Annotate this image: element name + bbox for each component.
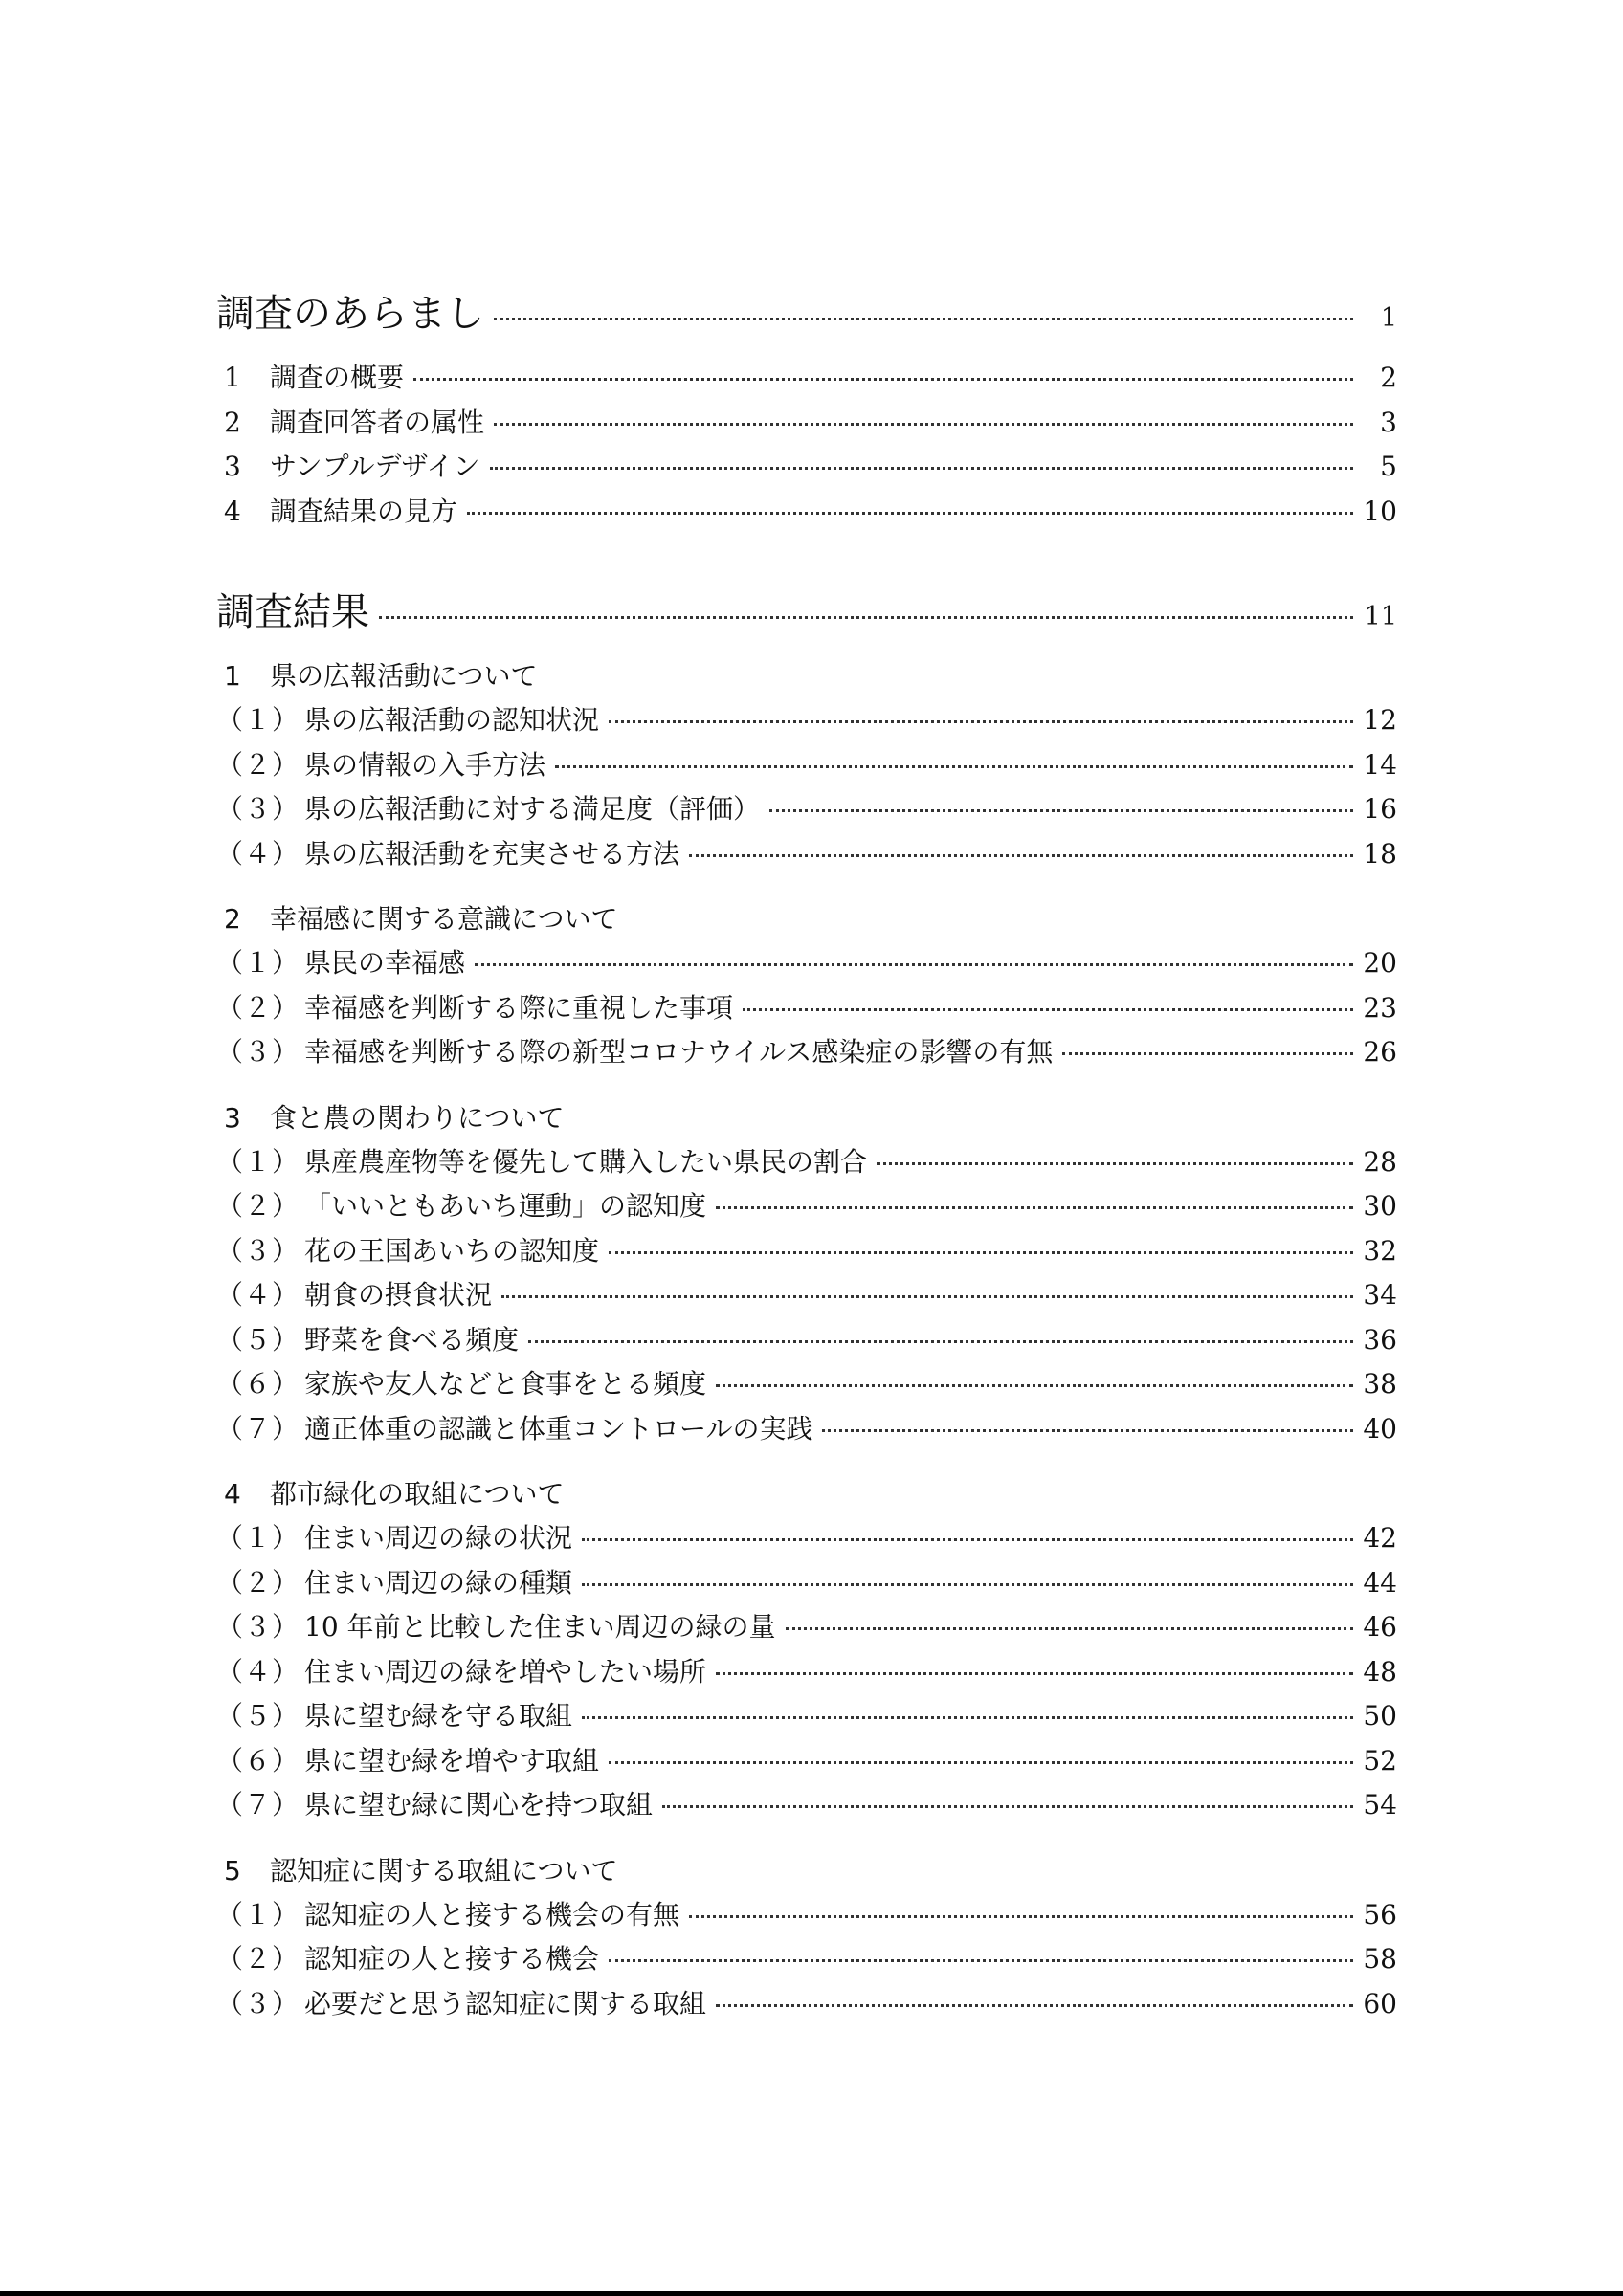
toc-subentry-text: 認知症の人と接する機会 [304,1943,600,1975]
toc-subentry-text: 県の広報活動に対する満足度（評価） [304,793,761,825]
toc-subentry[interactable] [216,1783,1397,1828]
toc-page-number: 42 [1363,1522,1397,1554]
toc-subentry-number: （３） [216,1987,300,2020]
toc-subentry-number: （６） [216,1368,300,1400]
toc-entry-number: 3 [224,451,241,482]
toc-subentry-label [216,787,760,832]
toc-subentry[interactable] [216,1273,1397,1318]
toc-subentry-number: （２） [216,1943,300,1975]
leader-dots [582,1583,1353,1586]
toc-section-results [216,578,1397,2026]
toc-subentry[interactable] [216,1516,1397,1561]
toc-entry[interactable] [216,401,1397,446]
toc-section-title-row[interactable] [216,578,1397,647]
toc-subentry-text: 県の広報活動の認知状況 [304,704,600,736]
toc-page-number: 60 [1363,1987,1397,2020]
toc-group-heading[interactable] [216,1849,1397,1893]
toc-subentry-number: （３） [216,793,300,825]
toc-group-title: 県の広報活動について [270,660,538,692]
toc-subentry-label [216,1516,572,1561]
leader-dots [716,1672,1353,1675]
toc-section-title: 調査のあらまし [216,292,484,336]
toc-subentry-label [216,1030,1053,1075]
toc-subentry[interactable] [216,1650,1397,1695]
table-of-contents [216,279,1397,2026]
toc-subentry-text: 県産農産物等を優先して購入したい県民の割合 [304,1145,868,1178]
toc-subentry-number: （２） [216,991,300,1024]
toc-subentry-text: 県に望む緑を増やす取組 [304,1744,600,1777]
toc-subentry-label [216,743,545,788]
toc-page-number: 40 [1363,1412,1397,1445]
leader-dots [743,1008,1353,1011]
leader-dots [501,1295,1353,1298]
leader-dots [716,1384,1353,1387]
toc-group-title: 食と農の関わりについて [270,1101,565,1134]
toc-page-number: 50 [1363,1700,1397,1732]
toc-page-number: 14 [1363,748,1397,781]
toc-subentry-text: 朝食の摂食状況 [304,1279,493,1311]
leader-dots [609,1251,1353,1254]
toc-subentry-text: 県民の幸福感 [304,947,466,979]
toc-subentry-text: 県の情報の入手方法 [304,748,546,781]
toc-subentry[interactable] [216,1694,1397,1739]
toc-subentry-text: 「いいともあいち運動」の認知度 [304,1190,707,1222]
toc-section-overview [216,279,1397,534]
toc-subentry-label [216,1694,572,1739]
toc-section-title: 調査結果 [216,590,369,634]
leader-dots [582,1716,1353,1719]
toc-subentry[interactable] [216,1318,1397,1363]
toc-subentry[interactable] [216,1140,1397,1185]
toc-subentry-label [216,1407,812,1452]
toc-group-title: 都市緑化の取組について [270,1478,565,1510]
toc-subentry-text: 住まい周辺の緑を増やしたい場所 [304,1655,707,1688]
toc-subentry-number: （３） [216,1036,300,1068]
toc-group-heading[interactable] [216,897,1397,941]
toc-page-number: 11 [1364,602,1397,631]
toc-subentry-number: （６） [216,1744,300,1777]
toc-subentry-number: （１） [216,1522,300,1554]
toc-subentry-text: 住まい周辺の緑の状況 [304,1522,573,1554]
toc-subentry[interactable] [216,1561,1397,1606]
toc-group-heading[interactable] [216,1096,1397,1140]
leader-dots [689,1915,1353,1918]
leader-dots [490,467,1353,470]
toc-group-number: 3 [224,1101,241,1134]
toc-subentry[interactable] [216,1937,1397,1982]
toc-page-number: 5 [1380,451,1397,482]
toc-subentry[interactable] [216,1739,1397,1784]
leader-dots [379,616,1353,619]
leader-dots [494,423,1353,426]
toc-page-number: 18 [1363,837,1397,870]
toc-subentry-text: 必要だと思う認知症に関する取組 [304,1987,707,2020]
toc-entry[interactable] [216,356,1397,401]
toc-subentry-label [216,1318,519,1363]
leader-dots [662,1805,1353,1808]
toc-subentry[interactable] [216,1229,1397,1274]
toc-subentry-label [216,941,465,986]
leader-dots [822,1429,1353,1432]
leader-dots [1062,1052,1353,1055]
toc-subentry[interactable] [216,1362,1397,1407]
toc-page-number: 48 [1363,1655,1397,1688]
toc-group-title: 幸福感に関する意識について [270,903,618,935]
leader-dots [467,512,1353,515]
leader-dots [475,963,1353,966]
leader-dots [555,765,1353,768]
toc-group-list [216,654,1397,2026]
toc-subentry-label [216,1229,599,1274]
toc-subentry-text: 適正体重の認識と体重コントロールの実践 [304,1412,813,1445]
toc-entry-label [216,356,404,401]
leader-dots [716,2004,1353,2007]
toc-page-number: 44 [1363,1566,1397,1599]
toc-page-number: 46 [1363,1611,1397,1643]
toc-group-heading[interactable] [216,1472,1397,1516]
toc-item-list [216,356,1397,534]
toc-page-number: 38 [1363,1368,1397,1400]
toc-subentry-number: （４） [216,1279,300,1311]
toc-subentry-text: 県に望む緑を守る取組 [304,1700,573,1732]
toc-subentry-label [216,1739,599,1784]
toc-subentry-label [216,1561,572,1606]
leader-dots [609,1959,1353,1962]
toc-subentry-label [216,1982,706,2027]
toc-subentry-number: （７） [216,1789,300,1821]
toc-page-number: 1 [1380,303,1397,333]
toc-group [216,1472,1397,1828]
toc-subentry[interactable] [216,787,1397,832]
toc-subentry-label [216,1362,706,1407]
toc-entry-text: 調査の概要 [270,362,405,393]
toc-group-number: 5 [224,1854,241,1887]
toc-subentry-text: 花の王国あいちの認知度 [304,1234,600,1267]
toc-subentry-number: （１） [216,704,300,736]
toc-subentry[interactable] [216,1605,1397,1650]
toc-subentry[interactable] [216,1407,1397,1452]
toc-entry-label [216,490,457,535]
toc-subentry-number: （１） [216,1145,300,1178]
leader-dots [786,1627,1353,1630]
toc-subentry-label [216,1783,653,1828]
toc-page-number: 12 [1363,704,1397,736]
toc-subentry-label [216,1184,706,1229]
toc-subentry[interactable] [216,1184,1397,1229]
toc-page-number: 26 [1363,1036,1397,1068]
toc-subentry-text: 野菜を食べる頻度 [304,1323,520,1356]
toc-subentry[interactable] [216,743,1397,788]
toc-subentry-label [216,1650,706,1695]
toc-section-title-row[interactable] [216,279,1397,348]
toc-entry-number: 1 [224,362,241,393]
toc-entry-label [216,445,480,490]
bottom-rule [0,2291,1623,2296]
leader-dots [689,854,1353,857]
toc-group-number: 1 [224,660,241,692]
toc-subentry[interactable] [216,941,1397,986]
toc-entry-number: 2 [224,406,241,438]
toc-page-number: 32 [1363,1234,1397,1267]
toc-page-number: 2 [1380,362,1397,393]
toc-subentry-text: 住まい周辺の緑の種類 [304,1566,573,1599]
toc-group [216,1096,1397,1452]
toc-subentry-text: 県の広報活動を充実させる方法 [304,837,680,870]
toc-page-number: 58 [1363,1943,1397,1975]
leader-dots [609,1761,1353,1764]
toc-group [216,897,1397,1075]
leader-dots [528,1340,1353,1343]
toc-subentry[interactable] [216,832,1397,877]
toc-subentry-number: （２） [216,748,300,781]
leader-dots [716,1206,1353,1209]
toc-subentry-number: （３） [216,1611,300,1643]
toc-subentry-label [216,1893,679,1938]
toc-subentry-text: 幸福感を判断する際に重視した事項 [304,991,734,1024]
toc-page-number: 34 [1363,1279,1397,1311]
toc-group-number: 4 [224,1478,241,1510]
leader-dots [877,1162,1353,1165]
toc-page-number: 56 [1363,1898,1397,1931]
toc-page-number: 10 [1363,495,1397,527]
toc-group-heading[interactable] [216,654,1397,698]
toc-page-number: 20 [1363,947,1397,979]
toc-subentry-number: （５） [216,1700,300,1732]
leader-dots [769,809,1353,812]
toc-page-number: 3 [1380,406,1397,438]
toc-subentry-text: 県に望む緑に関心を持つ取組 [304,1789,654,1821]
toc-subentry[interactable] [216,1893,1397,1938]
toc-entry[interactable] [216,490,1397,535]
toc-subentry-number: （１） [216,947,300,979]
toc-subentry-label [216,1937,599,1982]
toc-subentry-label [216,1140,867,1185]
toc-subentry[interactable] [216,1030,1397,1075]
toc-subentry-text: 10 年前と比較した住まい周辺の緑の量 [304,1611,776,1643]
toc-subentry[interactable] [216,1982,1397,2027]
toc-subentry-label [216,986,733,1031]
toc-subentry-text: 幸福感を判断する際の新型コロナウイルス感染症の影響の有無 [304,1036,1054,1068]
toc-entry-text: サンプルデザイン [270,451,480,482]
toc-page-number: 28 [1363,1145,1397,1178]
toc-subentry-number: （４） [216,1655,300,1688]
leader-dots [494,318,1353,320]
toc-subentry-number: （３） [216,1234,300,1267]
toc-subentry-label [216,832,679,877]
leader-dots [582,1538,1353,1541]
toc-subentry[interactable] [216,986,1397,1031]
toc-page-number: 30 [1363,1190,1397,1222]
toc-group-number: 2 [224,903,241,935]
toc-page-number: 23 [1363,991,1397,1024]
toc-subentry-number: （５） [216,1323,300,1356]
toc-subentry[interactable] [216,698,1397,743]
toc-subentry-label [216,1273,492,1318]
toc-page-number: 36 [1363,1323,1397,1356]
toc-subentry-number: （４） [216,837,300,870]
toc-page-number: 52 [1363,1744,1397,1777]
toc-page-number: 16 [1363,793,1397,825]
toc-subentry-label [216,698,599,743]
toc-subentry-number: （７） [216,1412,300,1445]
toc-page-number: 54 [1363,1789,1397,1821]
toc-entry-text: 調査回答者の属性 [270,406,485,438]
toc-subentry-number: （１） [216,1898,300,1931]
toc-group-title: 認知症に関する取組について [270,1854,618,1887]
toc-subentry-label [216,1605,776,1650]
toc-group [216,654,1397,876]
toc-entry[interactable] [216,445,1397,490]
toc-entry-text: 調査結果の見方 [270,495,458,527]
toc-subentry-text: 認知症の人と接する機会の有無 [304,1898,680,1931]
leader-dots [609,720,1353,723]
toc-subentry-text: 家族や友人などと食事をとる頻度 [304,1368,707,1400]
toc-group [216,1849,1397,2027]
toc-entry-label [216,401,484,446]
toc-subentry-number: （２） [216,1566,300,1599]
toc-entry-number: 4 [224,495,241,527]
leader-dots [413,378,1353,381]
toc-subentry-number: （２） [216,1190,300,1222]
